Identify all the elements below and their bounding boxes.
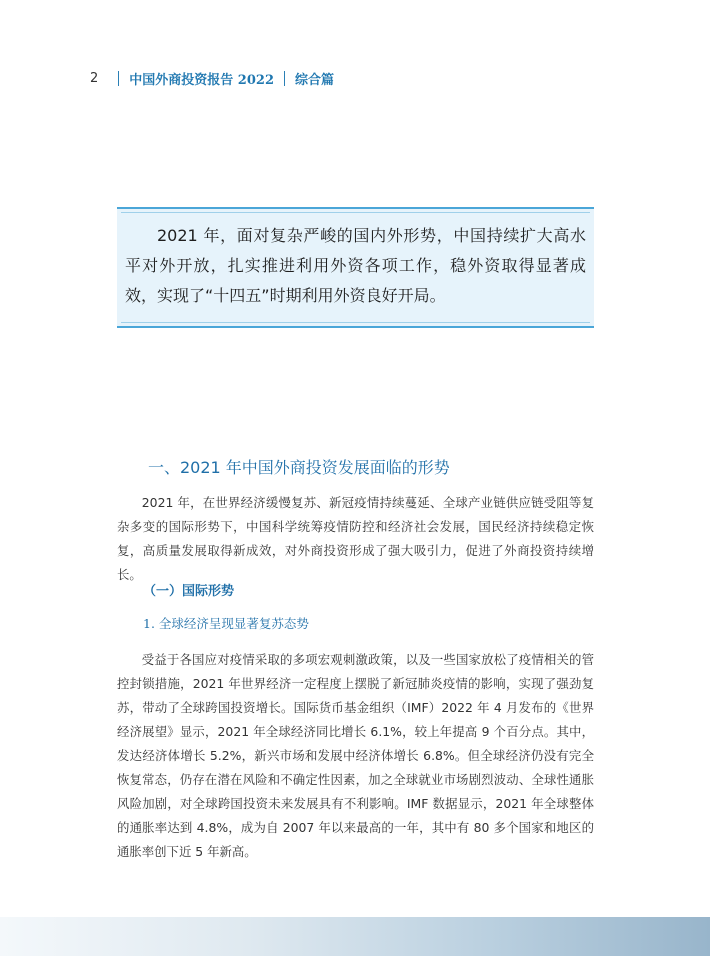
item-body-paragraph: 受益于各国应对疫情采取的多项宏观刺激政策，以及一些国家放松了疫情相关的管控封锁措施，2021 年世界经济一定程度上摆脱了新冠肺炎疫情的影响，实现了强劲复苏，带动了全球跨国投资增长。国际货币基金组织（IMF）2022 年 4 月发布的《世界经济展望》显示，2021 年全球经济同比增长 6.1%，较上年提高 9 个百分点。其中，发达经济体增长 5.2%，新兴市场和发展中经济体增长 6.8%。但全球经济仍没有完全恢复常态，仍存在潜在风险和不确定性因素，加之全球就业市场剧烈波动、全球性通胀风险加剧，对全球跨国投资未来发展具有不利影响。IMF 数据显示，2021 年全球整体的通胀率达到 4.8%，成为自 2007 年以来最高的一年，其中有 80 多个国家和地区的通胀率创下近 5 年新高。 bbox=[117, 652, 594, 859]
summary-callout-box bbox=[117, 207, 594, 328]
subsection-heading: （一）国际形势 bbox=[143, 584, 235, 599]
report-title: 中国外商投资报告 2022 bbox=[129, 72, 274, 88]
running-header bbox=[90, 68, 334, 88]
header-divider bbox=[118, 71, 119, 86]
section-intro-paragraph: 2021 年，在世界经济缓慢复苏、新冠疫情持续蔓延、全球产业链供应链受阻等复杂多变的国际形势下，中国科学统筹疫情防控和经济社会发展，国民经济持续稳定恢复，高质量发展取得新成效，对外商投资形成了强大吸引力，促进了外商投资持续增长。 bbox=[117, 495, 594, 582]
header-divider bbox=[284, 71, 285, 86]
section-name: 综合篇 bbox=[295, 72, 335, 88]
summary-callout-text: 2021 年，面对复杂严峻的国内外形势，中国持续扩大高水平对外开放，扎实推进利用外资各项工作，稳外资取得显著成效，实现了“十四五”时期利用外资良好开局。 bbox=[125, 226, 586, 305]
item-heading: 1. 全球经济呈现显著复苏态势 bbox=[143, 616, 309, 631]
page-number: 2 bbox=[90, 70, 99, 86]
section-heading: 一、2021 年中国外商投资发展面临的形势 bbox=[148, 458, 450, 477]
footer-gradient-band bbox=[0, 917, 710, 956]
